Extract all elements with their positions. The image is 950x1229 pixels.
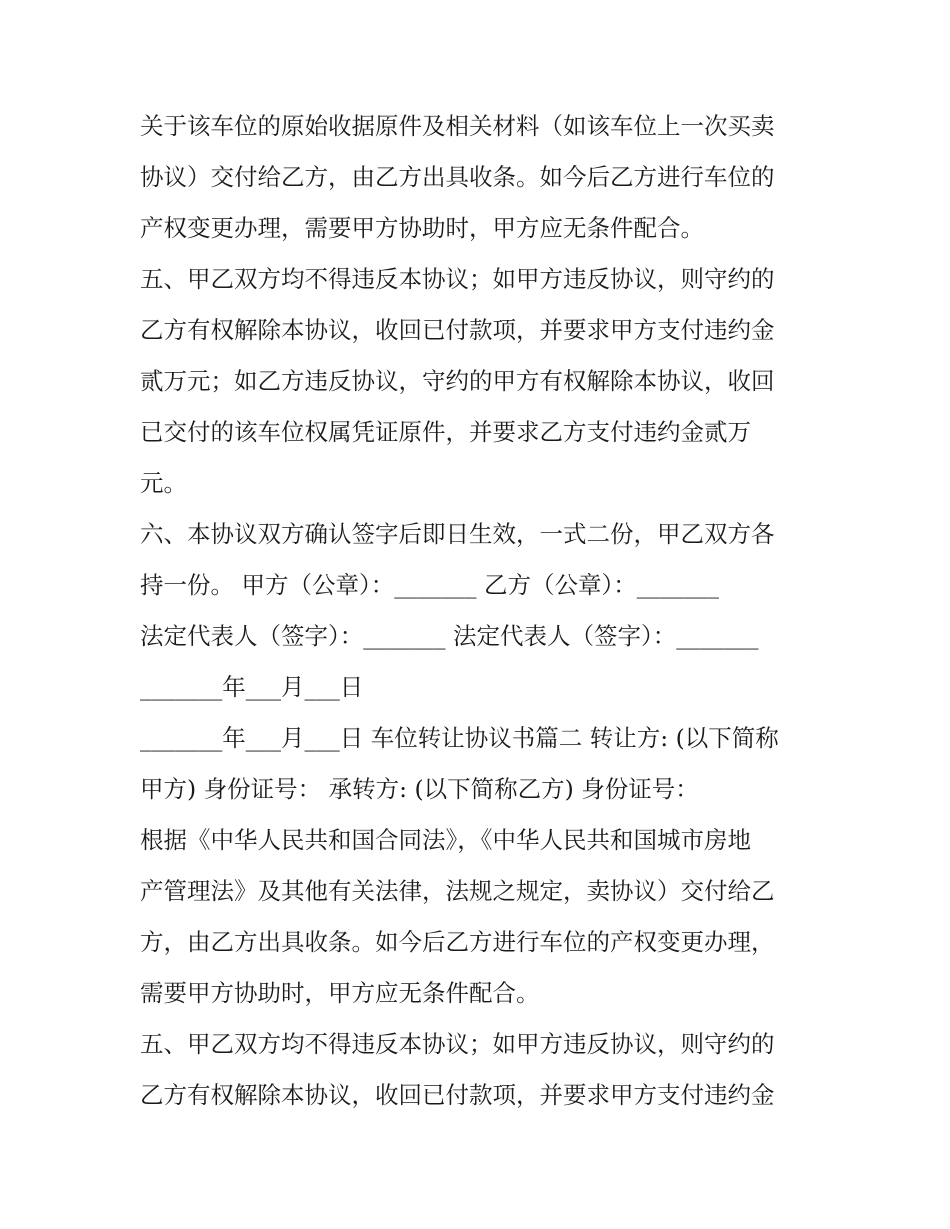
text-line: 需要甲方协助时，甲方应无条件配合。 <box>140 979 540 1007</box>
text-line: 贰万元；如乙方违反协议，守约的甲方有权解除本协议，收回 <box>140 367 775 395</box>
text-line: 五、甲乙双方均不得违反本协议；如甲方违反协议，则守约的 <box>140 265 775 293</box>
text-line: 乙方有权解除本协议，收回已付款项，并要求甲方支付违约金 <box>140 1081 775 1109</box>
text-line: 元。 <box>140 469 187 497</box>
text-line: 方，由乙方出具收条。如今后乙方进行车位的产权变更办理， <box>140 928 775 956</box>
text-line: 法定代表人（签字）：_______ 法定代表人（签字）：_______ <box>140 622 759 650</box>
text-line: 根据《中华人民共和国合同法》，《中华人民共和国城市房地 <box>140 826 751 854</box>
text-line: 乙方有权解除本协议，收回已付款项，并要求甲方支付违约金 <box>140 316 775 344</box>
text-line: 持一份。 甲方（公章）：_______ 乙方（公章）：_______ <box>140 571 719 599</box>
text-line: 产管理法》及其他有关法律，法规之规定，卖协议）交付给乙 <box>140 877 775 905</box>
text-line: _______年___月___日 <box>140 673 364 701</box>
text-line: 甲方) 身份证号： 承转方: (以下简称乙方) 身份证号： <box>140 775 699 803</box>
text-line: 六、本协议双方确认签字后即日生效，一式二份，甲乙双方各 <box>140 520 775 548</box>
text-line: 已交付的该车位权属凭证原件，并要求乙方支付违约金贰万 <box>140 418 751 446</box>
text-line: _______年___月___日 车位转让协议书篇二 转让方: (以下简称 <box>140 724 779 752</box>
text-line: 产权变更办理，需要甲方协助时，甲方应无条件配合。 <box>140 214 704 242</box>
text-line: 五、甲乙双方均不得违反本协议；如甲方违反协议，则守约的 <box>140 1030 775 1058</box>
text-line: 关于该车位的原始收据原件及相关材料（如该车位上一次买卖 <box>140 112 775 140</box>
text-line: 协议）交付给乙方，由乙方出具收条。如今后乙方进行车位的 <box>140 163 775 191</box>
document-body <box>140 101 820 1121</box>
